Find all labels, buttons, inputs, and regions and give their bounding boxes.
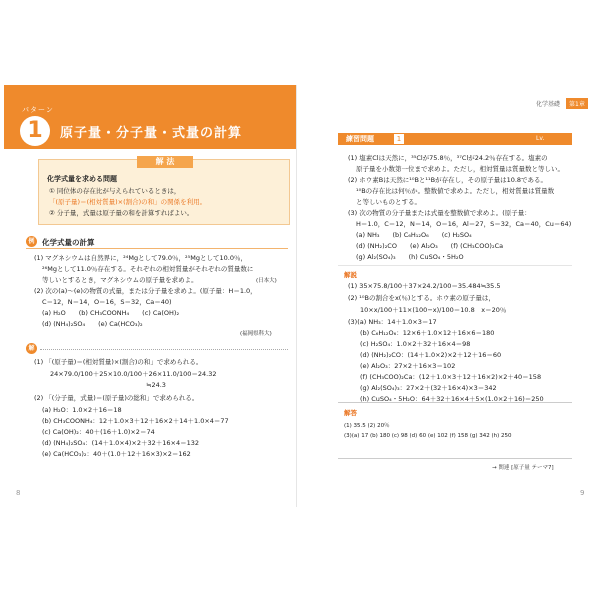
question-line: H＝1.0，C＝12，N＝14，O＝16，Al＝27，S＝32，Ca＝40，Cu＝64) [356,220,572,228]
explanation-line: 10×x/100＋11×(100−x)/100＝10.8 x＝20％ [360,306,507,314]
example-source: (福岡県科大) [240,331,272,337]
explanation-tag: 解説 [344,271,357,279]
solution-line: ≒24.3 [146,381,166,389]
practice-level: Lv. [536,135,545,142]
pattern-number: 1 [20,116,50,146]
explanation-line: (h) CuSO₄・5H₂O：64＋32＋16×4＋5×(1.0×2＋16)＝250 [360,395,544,403]
book-spread [4,85,596,507]
explanation-line: (d) (NH₂)₂CO：(14＋1.0×2)×2＋12＋16＝60 [360,351,502,359]
example-source: (日本大) [256,278,277,284]
divider [338,265,572,266]
method-box [38,159,290,225]
answer-tag: 解答 [344,409,357,417]
method-heading: 化学式量を求める問題 [47,175,117,183]
question-line: 原子量を小数第一位まで求めよ。ただし，相対質量は質量数と等しい。 [356,165,564,173]
chapter-chip: 第1章 [566,98,588,109]
solution-line: (e) Ca(HCO₃)₂：40＋(1.0＋12＋16×3)×2＝162 [42,450,191,458]
explanation-line: (b) C₆H₁₂O₆：12×6＋1.0×12＋16×6＝180 [360,329,495,337]
solution-line: (d) (NH₄)₂SO₄：(14＋1.0×4)×2＋32＋16×4＝132 [42,439,200,447]
explanation-line: (1) 35×75.8/100＋37×24.2/100＝35.484≒35.5 [348,282,501,290]
explanation-line: (2) ¹⁰Bの割合をx(％)とする。ホウ素の原子量は， [348,294,495,302]
running-header: 化学基礎 [536,101,561,108]
solution-line: 24×79.0/100＋25×10.0/100＋26×11.0/100＝24.32 [50,370,217,378]
method-line: ② 分子量，式量は原子量の和を計算すればよい。 [49,209,194,217]
question-line: (g) Al₂(SO₄)₃ (h) CuSO₄・5H₂O [356,253,464,261]
pattern-label: パターン [22,106,54,114]
solution-tag: 解答 [26,343,37,354]
question-line: (a) NH₃ (b) C₆H₁₂O₆ (c) H₂SO₄ [356,231,472,239]
explanation-line: (f) (CH₃COO)₂Ca：(12＋1.0×3＋12＋16×2)×2＋40＝158 [360,373,542,381]
question-line: (3) 次の物質の分子量または式量を整数値で求めよ。(原子量： [348,209,531,217]
practice-label: 練習問題 [346,135,374,143]
solution-line: (b) CH₃COONH₄：12＋1.0×3＋12＋16×2＋14＋1.0×4＝77 [42,417,229,425]
example-line: (d) (NH₄)₂SO₄ (e) Ca(HCO₃)₂ [42,320,143,328]
method-line: ① 同位体の存在比が与えられているときは， [49,187,181,195]
practice-number: 1 [394,134,404,144]
related-link: → 関連 [原子量 テーマ7] [492,465,554,471]
example-tag: 例題 [26,236,37,247]
example-line: 等しいとするとき，マグネシウムの原子量を求めよ。 [42,276,198,284]
solution-line: (2) 「(分子量，式量)＝(原子量)の総和」で求められる。 [34,394,199,402]
example-line: (a) H₂O (b) CH₃COONH₄ (c) Ca(OH)₂ [42,309,180,317]
page-number: 9 [580,489,585,497]
example-line: (2) 次の(a)〜(e)の物質の式量，または分子量を求めよ。(原子量：H＝1.0， [34,287,257,295]
page-number: 8 [16,489,21,497]
explanation-line: (g) Al₂(SO₄)₃：27×2＋(32＋16×4)×3＝342 [360,384,497,392]
question-line: (2) ホウ素Bは天然に¹⁰Bと¹¹Bが存在し，その原子量は10.8である。 [348,176,548,184]
explanation-line: (3)(a) NH₃：14＋1.0×3＝17 [348,318,437,326]
explanation-line: (e) Al₂O₃：27×2＋16×3＝102 [360,362,456,370]
right-page [304,85,596,507]
example-line: ²⁶Mgとして11.0％存在する。それぞれの相対質量がそれぞれの質量数に [42,265,254,273]
left-page [4,85,297,507]
question-line: (1) 塩素Clは天然に，³⁵Clが75.8％，³⁷Clが24.2％存在する。塩素の [348,154,548,162]
question-line: と等しいものとする。 [356,198,421,206]
method-line: 「(原子量)＝(相対質量)×(割合)の和」の関係を利用。 [49,198,207,206]
example-line: (1) マグネシウムは自然界に，²⁴Mgとして79.0％，²⁵Mgとして10.0％， [34,254,247,262]
explanation-line: (c) H₂SO₄：1.0×2＋32＋16×4＝98 [360,340,471,348]
example-title: 化学式量の計算 [42,238,95,247]
solution-rule [40,349,288,350]
solution-line: (c) Ca(OH)₂：40＋(16＋1.0)×2＝74 [42,428,155,436]
solution-line: (a) H₂O：1.0×2＋16＝18 [42,406,122,414]
question-line: (d) (NH₂)₂CO (e) Al₂O₃ (f) (CH₃COO)₂Ca [356,242,504,250]
method-label: 解 法 [137,156,193,168]
page-title: 原子量・分子量・式量の計算 [60,126,243,141]
answer-line: (1) 35.5 (2) 20％ [344,423,390,429]
answer-box [338,402,572,459]
example-line: C＝12，N＝14，O＝16，S＝32，Ca＝40) [42,298,172,306]
answer-line: (3)(a) 17 (b) 180 (c) 98 (d) 60 (e) 102 (f) 158 (g) 342 (h) 250 [344,433,512,439]
solution-line: (1) 「(原子量)＝(相対質量)×(割合)の和」で求められる。 [34,358,203,366]
question-line: ¹⁰Bの存在比は何％か。整数値で求めよ。ただし，相対質量は質量数 [356,187,555,195]
example-rule [26,248,288,249]
